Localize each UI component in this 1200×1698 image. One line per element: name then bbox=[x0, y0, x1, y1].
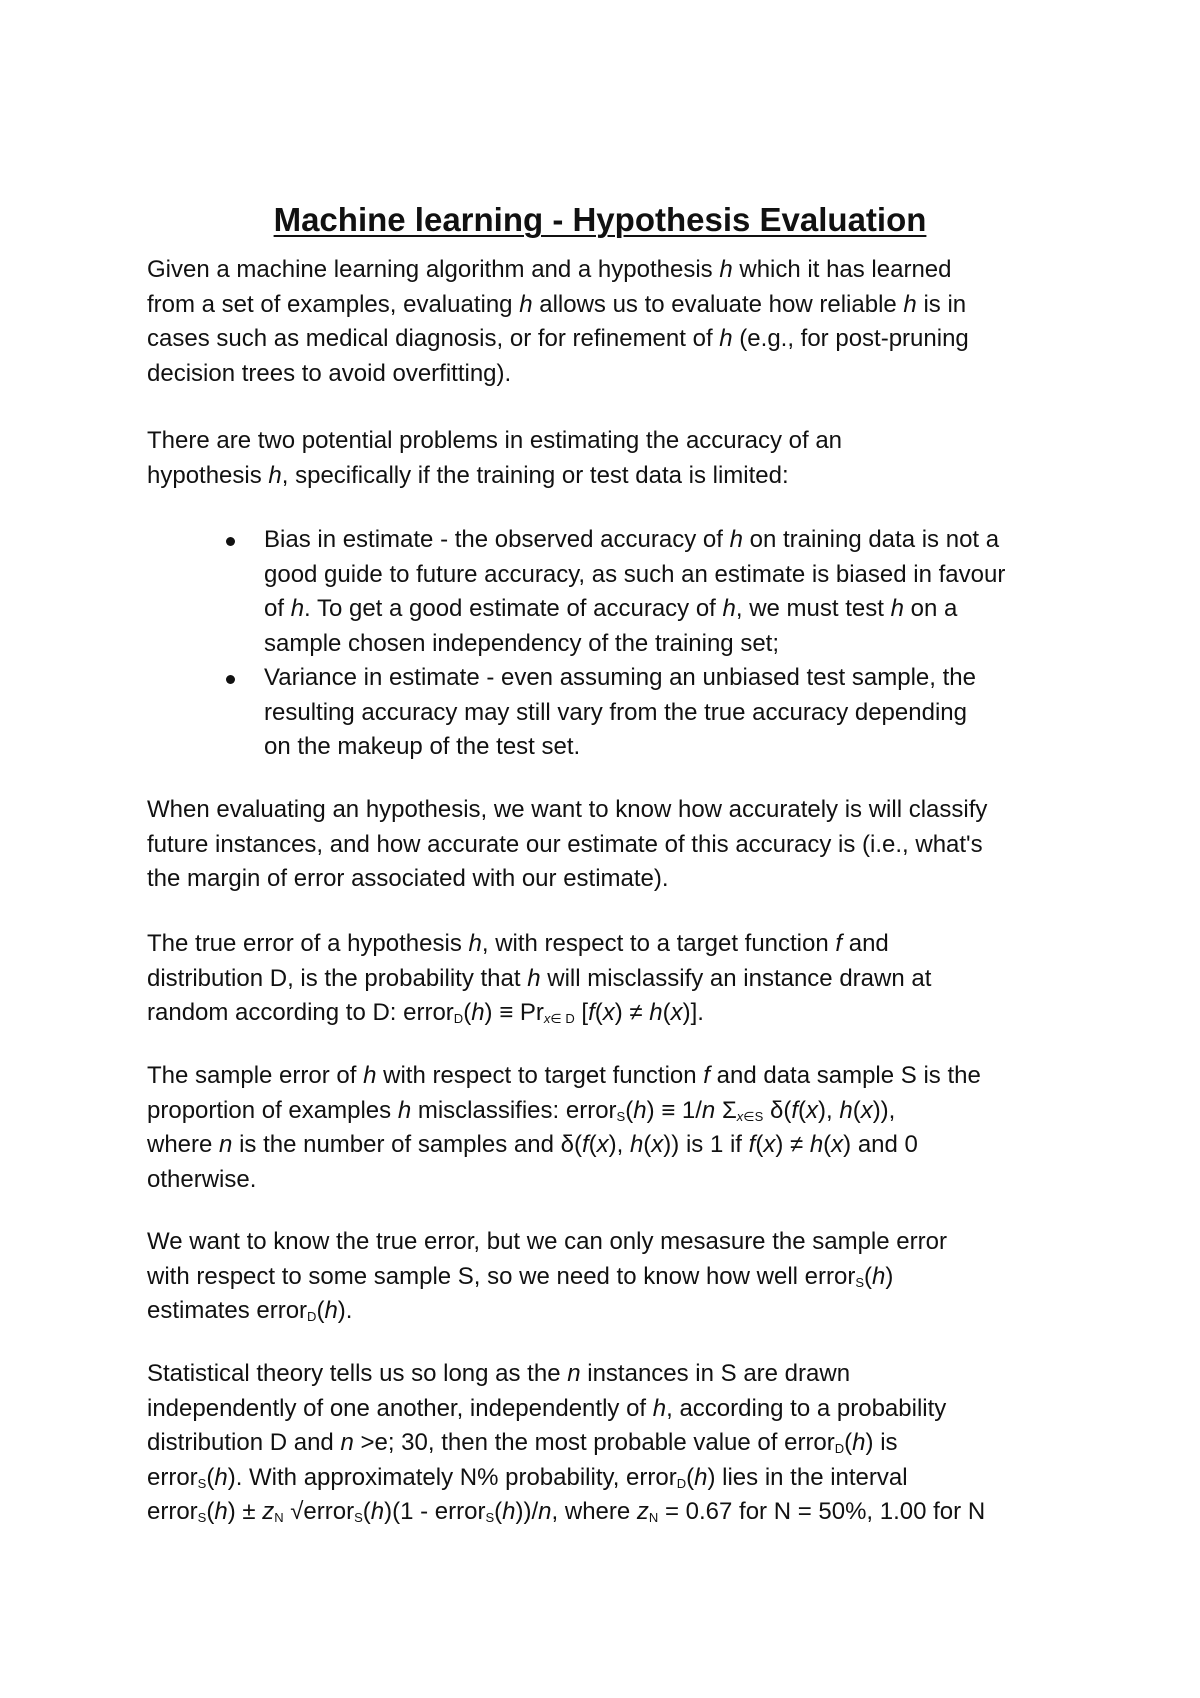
text-line: cases such as medical diagnosis, or for refinement of h (e.g., for post-pruning bbox=[147, 325, 969, 352]
page-title: Machine learning - Hypothesis Evaluation bbox=[273, 201, 927, 239]
sample-error-paragraph: The sample error of h with respect to target function f and data sample S is the proportion of examples h misclassifies: error$_S$(h) ≡ 1/n $\Sigma_{x\in S}$ δ(f(x), h(x)), where n is the number of samples and δ(f(x), h(x)) is 1 if f(x) ≠ h(x) and 0 otherwise. bbox=[147, 1062, 981, 1193]
bullet-icon bbox=[226, 675, 235, 684]
problems-list bbox=[147, 523, 1077, 765]
text-line: hypothesis h, specifically if the training or test data is limited: bbox=[147, 461, 789, 489]
evaluation-paragraph: When evaluating an hypothesis, we want to know how accurately is will classify future instances, and how accurate our estimate of this accuracy is (i.e., what's the margin of error associated with our estimate). bbox=[147, 796, 988, 892]
list-item-variance: Variance in estimate - even assuming an unbiased test sample, the resulting accuracy may still vary from the true accuracy depending on the makeup of the test set. bbox=[147, 661, 1077, 765]
true-error-paragraph: The true error of a hypothesis h, with respect to a target function f and distribution D, is the probability that h will misclassify an instance drawn at random according to D: error$_D$(h) ≡ $Pr_{x\in D}$ [f(x) ≠ h(x)]. bbox=[147, 930, 932, 1026]
bullet-icon bbox=[226, 537, 235, 546]
estimate-paragraph: We want to know the true error, but we can only mesasure the sample error with respect to some sample S, so we need to know how well error$_S$(h) estimates error$_D$(h). bbox=[147, 1228, 947, 1324]
text-line: There are two potential problems in estimating the accuracy of an bbox=[147, 427, 843, 454]
statistical-theory-paragraph: Statistical theory tells us so long as the n instances in S are drawn independently of one another, independently of h, according to a probability distribution D and n >e; 30, then the most probable value of error$_D$(h) is error$_S$(h). With approximately N% probability, error$_D$(h) lies in the interval error$_S$(h) ± $z_N$ √error$_S$(h)(1 - error$_S$(h))/n, where $z_N = 0.67$ for N = 50%, 1.00 for N bbox=[147, 1360, 986, 1525]
problems-paragraph bbox=[147, 424, 1077, 493]
text-line: from a set of examples, evaluating h allows us to evaluate how reliable h is in bbox=[147, 290, 967, 318]
list-item-bias: Bias in estimate - the observed accuracy of h on training data is not a good guide to future accuracy, as such an estimate is biased in favour of h. To get a good estimate of accuracy of h, we must test h on a sample chosen independency of the training set; bbox=[147, 523, 1077, 661]
text-line: Given a machine learning algorithm and a hypothesis h which it has learned bbox=[147, 256, 952, 283]
text-line: decision trees to avoid overfitting). bbox=[147, 359, 512, 387]
intro-paragraph bbox=[147, 253, 1077, 391]
